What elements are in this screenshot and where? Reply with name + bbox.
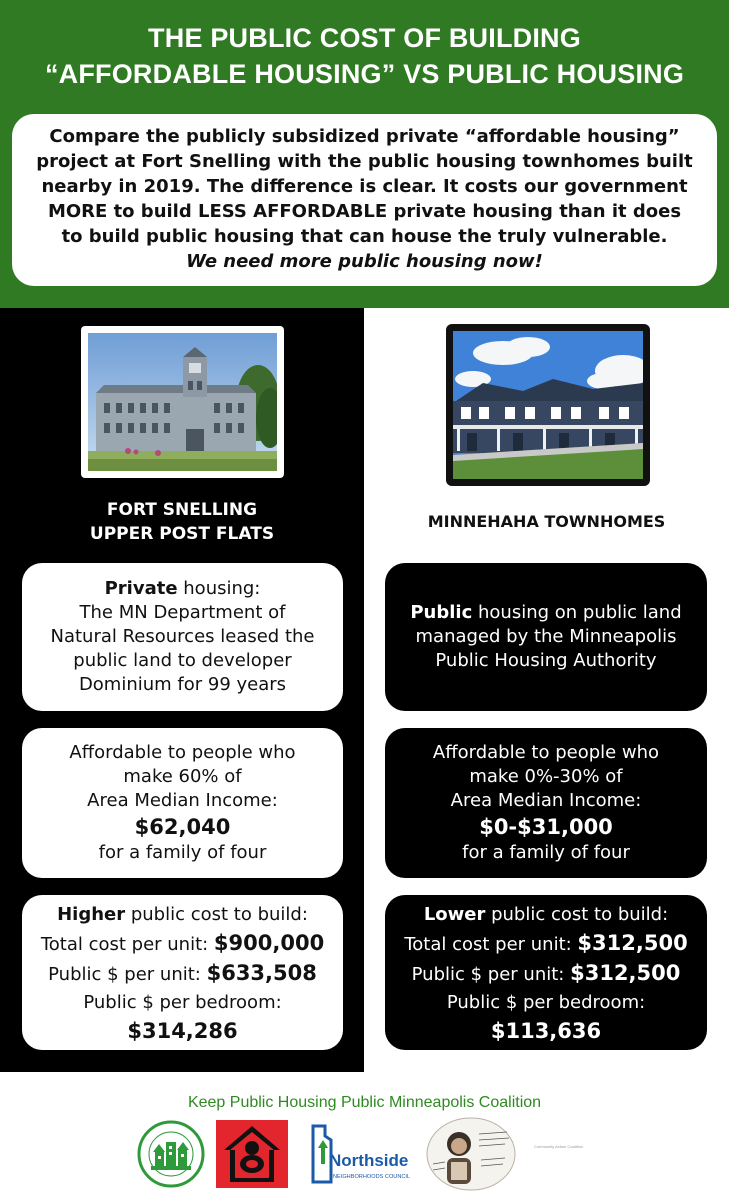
right-cost-card: Lower public cost to build: Total cost per unit: $312,500 Public $ per unit: $312,500 Public $ per bedroom: $113,636 [385,895,707,1050]
left-ownership-card: Private housing: The MN Department of Natural Resources leased the public land to developer Dominium for 99 years [22,563,343,711]
right-total-cost: $312,500 [577,930,688,955]
defend-glendale-logo [137,1120,205,1188]
intro-line: MORE to build LESS AFFORDABLE private housing than it does [47,201,682,222]
left-total-cost: $900,000 [213,930,325,955]
mpls-logo [216,1120,288,1188]
left-project-name: FORT SNELLING UPPER POST FLATS [89,500,275,544]
small-text-logo-graphic [534,1140,594,1152]
northside-logo-graphic [309,1120,411,1190]
community-artwork-graphic [425,1116,517,1192]
right-affordability-card: Affordable to people who make 0%-30% of Area Median Income: $0-$31,000 for a family of four [385,728,707,878]
defend-glendale-logo-graphic [137,1120,205,1188]
intro-line: Compare the publicly subsidized private “affordable housing” [49,126,680,147]
header-banner [0,0,729,308]
left-cost-card: Higher public cost to build: Total cost per unit: $900,000 Public $ per unit: $633,508 Public $ per bedroom: $314,286 [22,895,343,1050]
intro-call-to-action: We need more public housing now! [186,251,543,272]
northside-logo-subtext: NEIGHBORHOODS COUNCIL [333,1174,411,1180]
northside-logo-text: Northside [329,1151,409,1170]
left-bedroom-cost: $314,286 [127,1018,238,1043]
right-ownership-card: Public housing on public land managed by the Minneapolis Public Housing Authority [385,563,707,711]
coalition-name: Keep Public Housing Public Minneapolis Coalition [187,1094,542,1111]
left-public-cost: $633,508 [206,960,317,985]
intro-line: to build public housing that can house the truly vulnerable. [61,226,668,247]
intro-line: nearby in 2019. The difference is clear. It costs our government [41,176,688,197]
fort-snelling-photo [81,326,284,478]
left-affordability-card: Affordable to people who make 60% of Area Median Income: $62,040 for a family of four [22,728,343,878]
small-logo-text: Community Action Coalition [534,1144,583,1149]
right-project-name: MINNEHAHA TOWNHOMES [427,512,666,531]
mpls-logo-graphic [216,1120,288,1188]
community-artwork-logo [425,1116,517,1192]
fort-snelling-building-image [88,333,277,471]
intro-line: project at Fort Snelling with the public housing townhomes built [36,151,693,172]
left-income-amount: $62,040 [134,815,231,839]
right-income-amount: $0-$31,000 [479,815,613,839]
right-public-cost: $312,500 [570,960,681,985]
title-line-2: “AFFORDABLE HOUSING” VS PUBLIC HOUSING [44,59,685,89]
small-text-logo [534,1140,594,1152]
northside-neighborhoods-council-logo [309,1120,411,1190]
right-bedroom-cost: $113,636 [490,1018,602,1043]
ownership-type: Public [410,602,473,623]
intro-box [12,114,717,286]
minnehaha-townhomes-photo [446,324,650,486]
ownership-type: Private [104,578,178,599]
minnehaha-townhomes-image [453,331,643,479]
page-title [0,20,729,92]
title-line-1: THE PUBLIC COST OF BUILDING [148,23,581,53]
